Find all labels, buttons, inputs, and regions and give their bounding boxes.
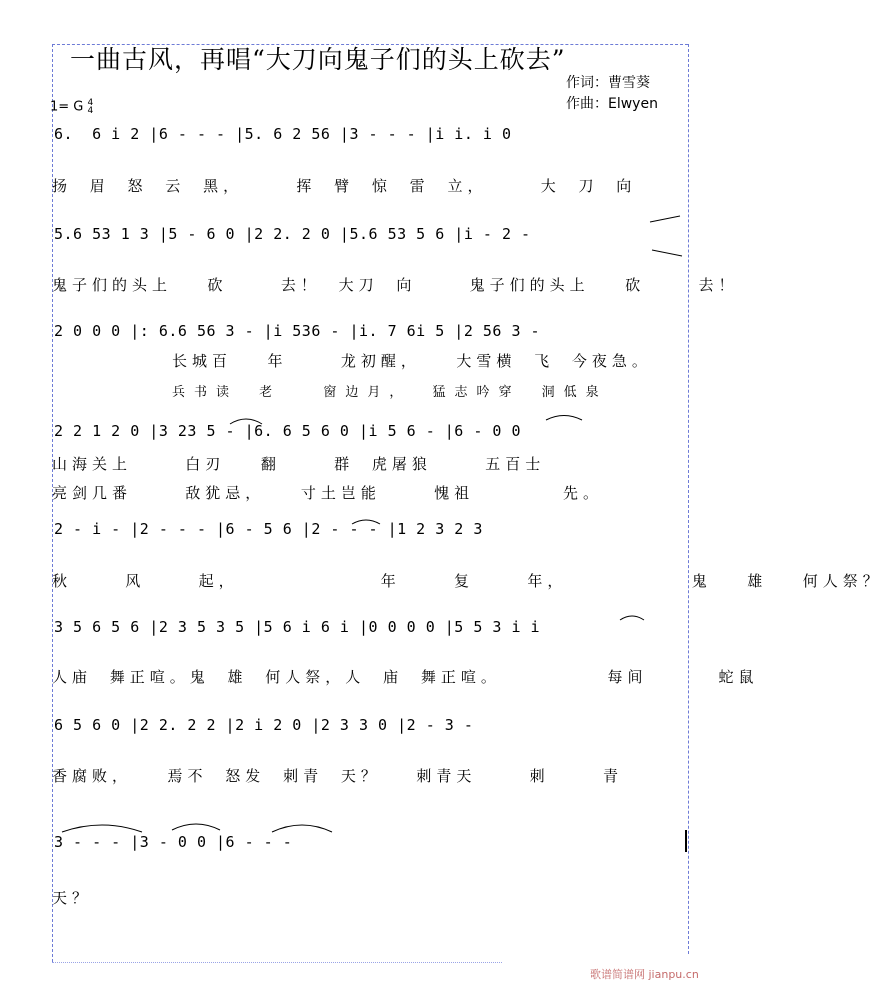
- watermark-text: 歌谱简谱网: [590, 968, 645, 981]
- notation-line-2: 5.6 53 1 3 |5 - 6 0 |2 2. 2 0 |5.6 53 5 6 |i - 2 -: [54, 225, 531, 243]
- dynamic-mark-2: [652, 250, 682, 256]
- composer-credit: 作曲：Elwyen: [566, 96, 658, 112]
- time-sig-bottom: 4: [87, 106, 94, 116]
- lyric-line-3: 长城百 年 龙初醒， 大雪横 飞 今夜急。: [172, 352, 652, 370]
- watermark: [590, 966, 699, 982]
- lyric-line-6: 亮剑几番 敌犹忌， 寸土岂能 愧祖 先。: [52, 484, 603, 502]
- lyricist-credit: 作词：曹雪葵: [566, 75, 650, 91]
- time-sig-top: 4: [87, 98, 94, 108]
- lyric-line-9: 香腐败， 焉不 怒发 刺青 天？ 刺青天 刺 青: [52, 767, 623, 785]
- lyric-line-8: 人庙 舞正喧。鬼 雄 何人祭，人 庙 舞正喧。 每间 蛇鼠: [52, 668, 759, 686]
- notation-line-4: 2 2 1 2 0 |3 23 5 - |6. 6 5 6 0 |i 5 6 - |6 - 0 0: [54, 422, 522, 440]
- lyric-line-2: 鬼子们的头上 砍 去！ 大刀 向 鬼子们的头上 砍 去！: [52, 276, 739, 294]
- notation-line-5: 2 - i - |2 - - - |6 - 5 6 |2 - - - |1 2 3 2 3: [54, 520, 483, 538]
- notation-line-1: 6. 6 i 2 |6 - - - |5. 6 2 56 |3 - - - |i i. i 0: [54, 125, 512, 143]
- lyric-line-7: 秋 风 起， 年 复 年， 鬼 雄 何人祭？: [52, 572, 883, 590]
- lyric-line-10: 天？: [52, 889, 93, 907]
- slur-5: [62, 825, 142, 832]
- frame-right-border: [688, 44, 689, 954]
- watermark-url: jianpu.cn: [648, 968, 699, 981]
- notation-line-3: 2 0 0 0 |: 6.6 56 3 - |i 536 - |i. 7 6i 5 |2 56 3 -: [54, 322, 541, 340]
- lyric-line-5: 山海关上 白刃 翻 群 虎屠狼 五百士: [52, 455, 546, 473]
- notation-line-7: 6 5 6 0 |2 2. 2 2 |2 i 2 0 |2 3 3 0 |2 - 3 -: [54, 716, 474, 734]
- notation-line-6: 3 5 6 5 6 |2 3 5 3 5 |5 6 i 6 i |0 0 0 0 |5 5 3 i i: [54, 618, 541, 636]
- slur-6: [172, 824, 220, 830]
- key-signature: [50, 99, 93, 115]
- notation-line-8: 3 - - - |3 - 0 0 |6 - - -: [54, 833, 293, 851]
- slur-7: [272, 825, 332, 832]
- frame-bottom-border: [52, 962, 502, 963]
- dynamic-mark-1: [650, 216, 680, 222]
- time-signature: [88, 99, 94, 115]
- lyric-line-4: 兵书读 老 窗边月， 猛志吟穿 洞低泉: [172, 385, 608, 400]
- lyric-line-1: 扬 眉 怒 云 黑， 挥 臂 惊 雷 立， 大 刀 向: [52, 177, 637, 195]
- song-title: 一曲古风，再唱“大刀向鬼子们的头上砍去”: [70, 45, 566, 74]
- key-label: 1= G: [50, 99, 84, 115]
- slur-2: [546, 416, 582, 421]
